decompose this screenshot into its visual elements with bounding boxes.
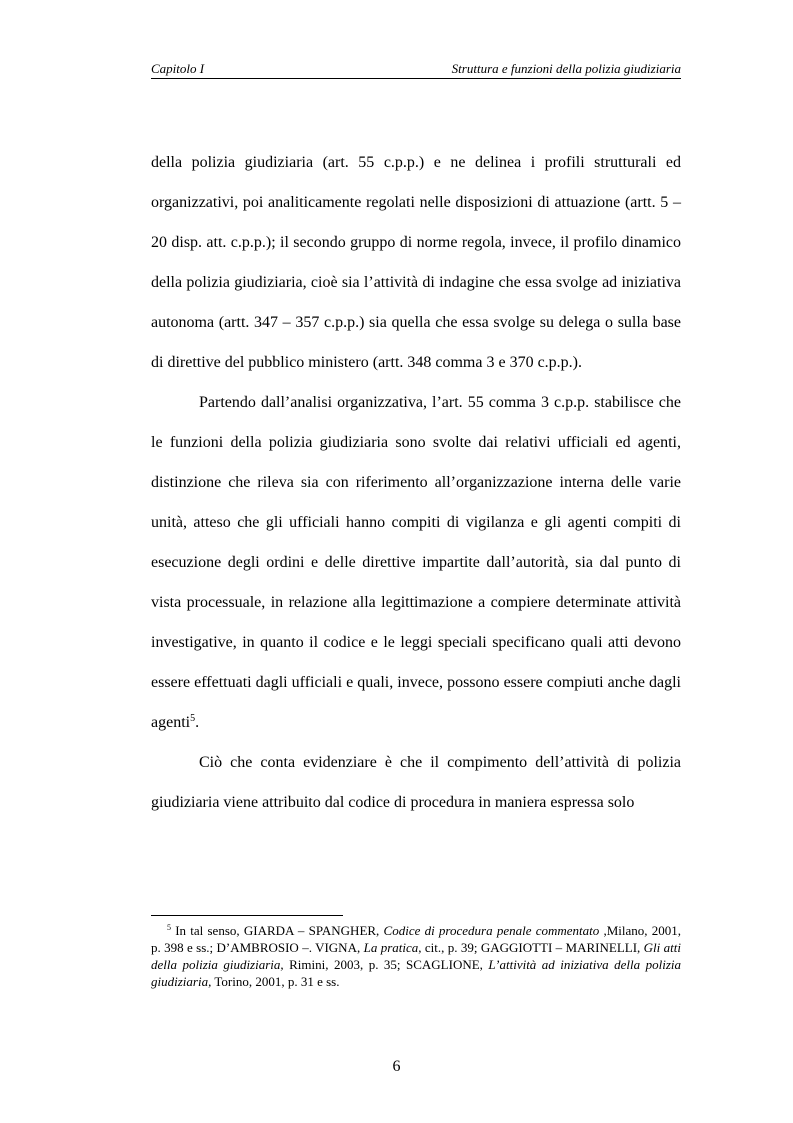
chapter-title: Struttura e funzioni della polizia giudiziaria [451, 61, 681, 76]
running-header [151, 60, 681, 79]
chapter-label: Capitolo I [151, 61, 205, 76]
footnote-number: 5 [167, 923, 171, 932]
page-number: 6 [392, 1058, 401, 1075]
paragraph-3: Ciò che conta evidenziare è che il compimento dell’attività di polizia giudiziaria viene attribuito dal codice di procedura in maniera espressa solo [151, 754, 681, 811]
footnote-ref[interactable]: 5 [190, 713, 196, 724]
paragraph-2: Partendo dall’analisi organizzativa, l’art. 55 comma 3 c.p.p. stabilisce che le funzioni della polizia giudiziaria sono svolte dai relativi ufficiali ed agenti, distinzione che rileva sia con riferimento all’organizzazione interna delle varie unità, atteso che gli ufficiali hanno compiti di vigilanza e gli agenti compiti di esecuzione degli ordini e delle direttive impartite dall’autorità, sia dal punto di vista processuale, in relazione alla legittimazione a compiere determinate attività investigative, in quanto il codice e le leggi speciali specificano quali atti devono essere effettuati dagli ufficiali e quali, invece, possono essere compiuti anche dagli agenti$^5$. [151, 394, 681, 731]
body-text [151, 143, 681, 823]
paragraph-1: della polizia giudiziaria (art. 55 c.p.p.) e ne delinea i profili strutturali ed organizzativi, poi analiticamente regolati nelle disposizioni di attuazione (artt. 5 – 20 disp. att. c.p.p.); il secondo gruppo di norme regola, invece, il profilo dinamico della polizia giudiziaria, cioè sia l’attività di indagine che essa svolge ad iniziativa autonoma (artt. 347 – 357 c.p.p.) sia quella che essa svolge su delega o sulla base di direttive del pubblico ministero (artt. 348 comma 3 e 370 c.p.p.). [151, 154, 681, 371]
footnote: $^5$ In tal senso, GIARDA – SPANGHER, Codice di procedura penale commentato ,Milano, 2001, p. 398 e ss.; D’AMBROSIO –. VIGNA, La pratica, cit., p. 39; GAGGIOTTI – MARINELLI, Gli atti della polizia giudiziaria, Rimini, 2003, p. 35; SCAGLIONE, L’attività ad iniziativa della polizia giudiziaria, Torino, 2001, p. 31 e ss. [151, 923, 681, 989]
footnote-separator [151, 915, 343, 916]
